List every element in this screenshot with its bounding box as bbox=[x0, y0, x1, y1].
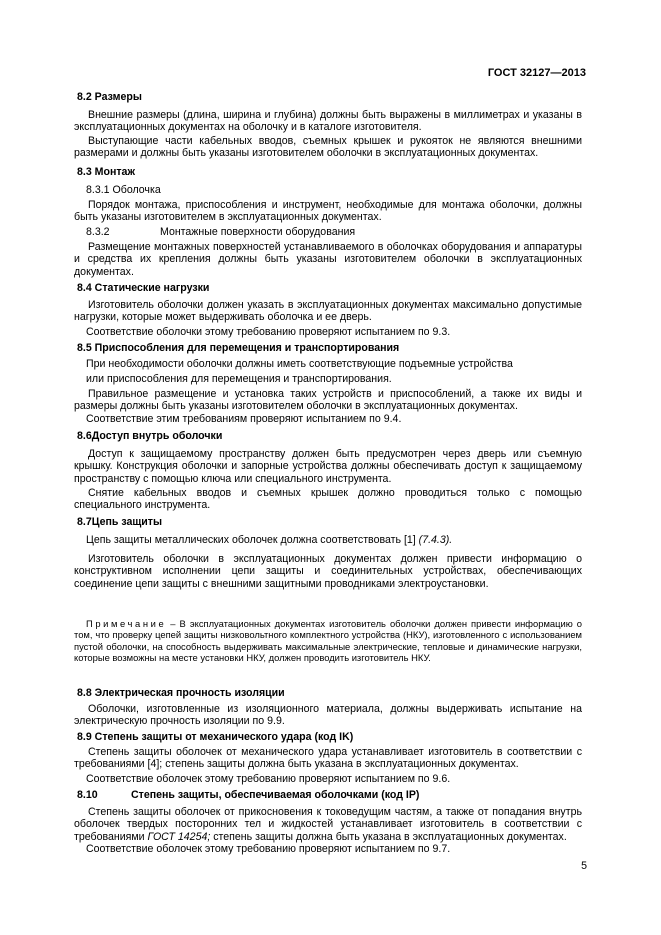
section-8-3-1-paragraph: Порядок монтажа, приспособления и инструмент, необходимые для монтажа оболочки, должны быть указаны изготовителем в эксплуатационных документах. bbox=[74, 199, 582, 224]
document-header-id: ГОСТ 32127—2013 bbox=[487, 67, 586, 79]
section-8-10-title: 8.10 Степень защиты, обеспечиваемая оболочками (код IP) bbox=[77, 789, 420, 801]
section-8-7-paragraph-2: Изготовитель оболочки в эксплуатационных документах должен привести информацию о конструктивном исполнении цепи защиты и соединительных устройствах, обеспечивающих соединение цепи защиты с внешними защитными проводниками электроустановки. bbox=[74, 553, 582, 590]
section-8-5-line-2: или приспособления для перемещения и транспортирования. bbox=[86, 373, 392, 385]
section-8-9-title: 8.9 Степень защиты от механического удара (код IK) bbox=[77, 731, 354, 743]
section-8-8-paragraph: Оболочки, изготовленные из изоляционного материала, должны выдерживать испытание на электрическую прочность изоляции по 9.9. bbox=[74, 703, 582, 728]
section-8-4-paragraph-1: Изготовитель оболочки должен указать в эксплуатационных документах максимально допустимые нагрузки, которые может выдерживать оболочка и ее дверь. bbox=[74, 299, 582, 324]
section-8-8-title: 8.8 Электрическая прочность изоляции bbox=[77, 687, 285, 699]
section-8-5-title: 8.5 Приспособления для перемещения и транспортирования bbox=[77, 342, 400, 354]
section-8-4-paragraph-2: Соответствие оболочки этому требованию проверяют испытанием по 9.3. bbox=[86, 326, 451, 338]
section-8-5-paragraph-2: Соответствие этим требованиям проверяют испытанием по 9.4. bbox=[86, 413, 402, 425]
section-8-10-paragraph-1: Степень защиты оболочек от прикосновения к токоведущим частям, а также от попадания внутрь оболочек твердых посторонних тел и жидкостей устанавливает изготовитель в соответствии с требованиями ГОСТ 14254; степень защиты должна быть указана в эксплуатационных документах. bbox=[74, 806, 582, 843]
section-8-2-paragraph-2: Выступающие части кабельных вводов, съемных крышек и рукояток не являются внешними размерами и должны быть указаны изготовителем оболочки в эксплуатационных документах. bbox=[74, 135, 582, 160]
section-8-7-reference: (7.4.3). bbox=[418, 534, 453, 546]
section-8-2-paragraph-1: Внешние размеры (длина, ширина и глубина) должны быть выражены в миллиметрах и указаны в эксплуатационных документах на оболочку и в каталоге изготовителя. bbox=[74, 109, 582, 134]
section-8-3-title: 8.3 Монтаж bbox=[77, 166, 135, 178]
note-label: Примечание bbox=[86, 618, 167, 629]
section-8-10-reference: ГОСТ 14254; bbox=[147, 830, 211, 843]
section-8-6-paragraph-1: Доступ к защищаемому пространству должен быть предусмотрен через дверь или съемную крышку. Конструкция оболочки и запорные устройства должны обеспечивать доступ к защищаемому пространству с помощью ключа или специального инструмента. bbox=[74, 448, 582, 485]
section-8-6-title: 8.6Доступ внутрь оболочки bbox=[77, 430, 223, 442]
section-8-7-paragraph-1: Цепь защиты металлических оболочек должна соответствовать [1] (7.4.3). bbox=[86, 534, 453, 546]
section-8-5-line-1: При необходимости оболочки должны иметь соответствующие подъемные устройства bbox=[86, 358, 513, 370]
section-8-9-paragraph-1: Степень защиты оболочек от механического удара устанавливает изготовитель в соответствии с требованиями [4]; степень защиты должна быть указана в эксплуатационных документах. bbox=[74, 746, 582, 771]
page-number: 5 bbox=[581, 860, 587, 872]
section-8-6-paragraph-2: Снятие кабельных вводов и съемных крышек должно проводиться только с помощью специального инструмента. bbox=[74, 487, 582, 512]
section-8-3-2-title: 8.3.2 Монтажные поверхности оборудования bbox=[86, 226, 356, 238]
section-8-10-paragraph-2: Соответствие оболочек этому требованию проверяют испытанием по 9.7. bbox=[86, 843, 451, 855]
section-8-4-title: 8.4 Статические нагрузки bbox=[77, 282, 210, 294]
section-8-7-title: 8.7Цепь защиты bbox=[77, 516, 163, 528]
section-8-9-paragraph-2: Соответствие оболочек этому требованию проверяют испытанием по 9.6. bbox=[86, 773, 451, 785]
section-8-3-1-title: 8.3.1 Оболочка bbox=[86, 184, 161, 196]
note-paragraph: Примечание – В эксплуатационных документах изготовитель оболочки должен привести информацию о том, что проверку цепей защиты низковольтного комплектного устройства (НКУ), изготовленного с использованием пустой оболочки, на способность выдерживать максимальные электрические, тепловые и динамические нагрузки, которые возможны на месте установки НКУ, должен проводить изготовитель НКУ. bbox=[74, 618, 582, 664]
section-8-2-title: 8.2 Размеры bbox=[77, 91, 142, 103]
section-8-5-paragraph-1: Правильное размещение и установка таких устройств и приспособлений, а также их виды и размеры должны быть указаны изготовителем оболочки в эксплуатационных документах. bbox=[74, 388, 582, 413]
section-8-3-2-paragraph: Размещение монтажных поверхностей устанавливаемого в оболочках оборудования и аппаратуры и средства их крепления должны быть указаны изготовителем оболочки в эксплуатационных документах. bbox=[74, 241, 582, 278]
